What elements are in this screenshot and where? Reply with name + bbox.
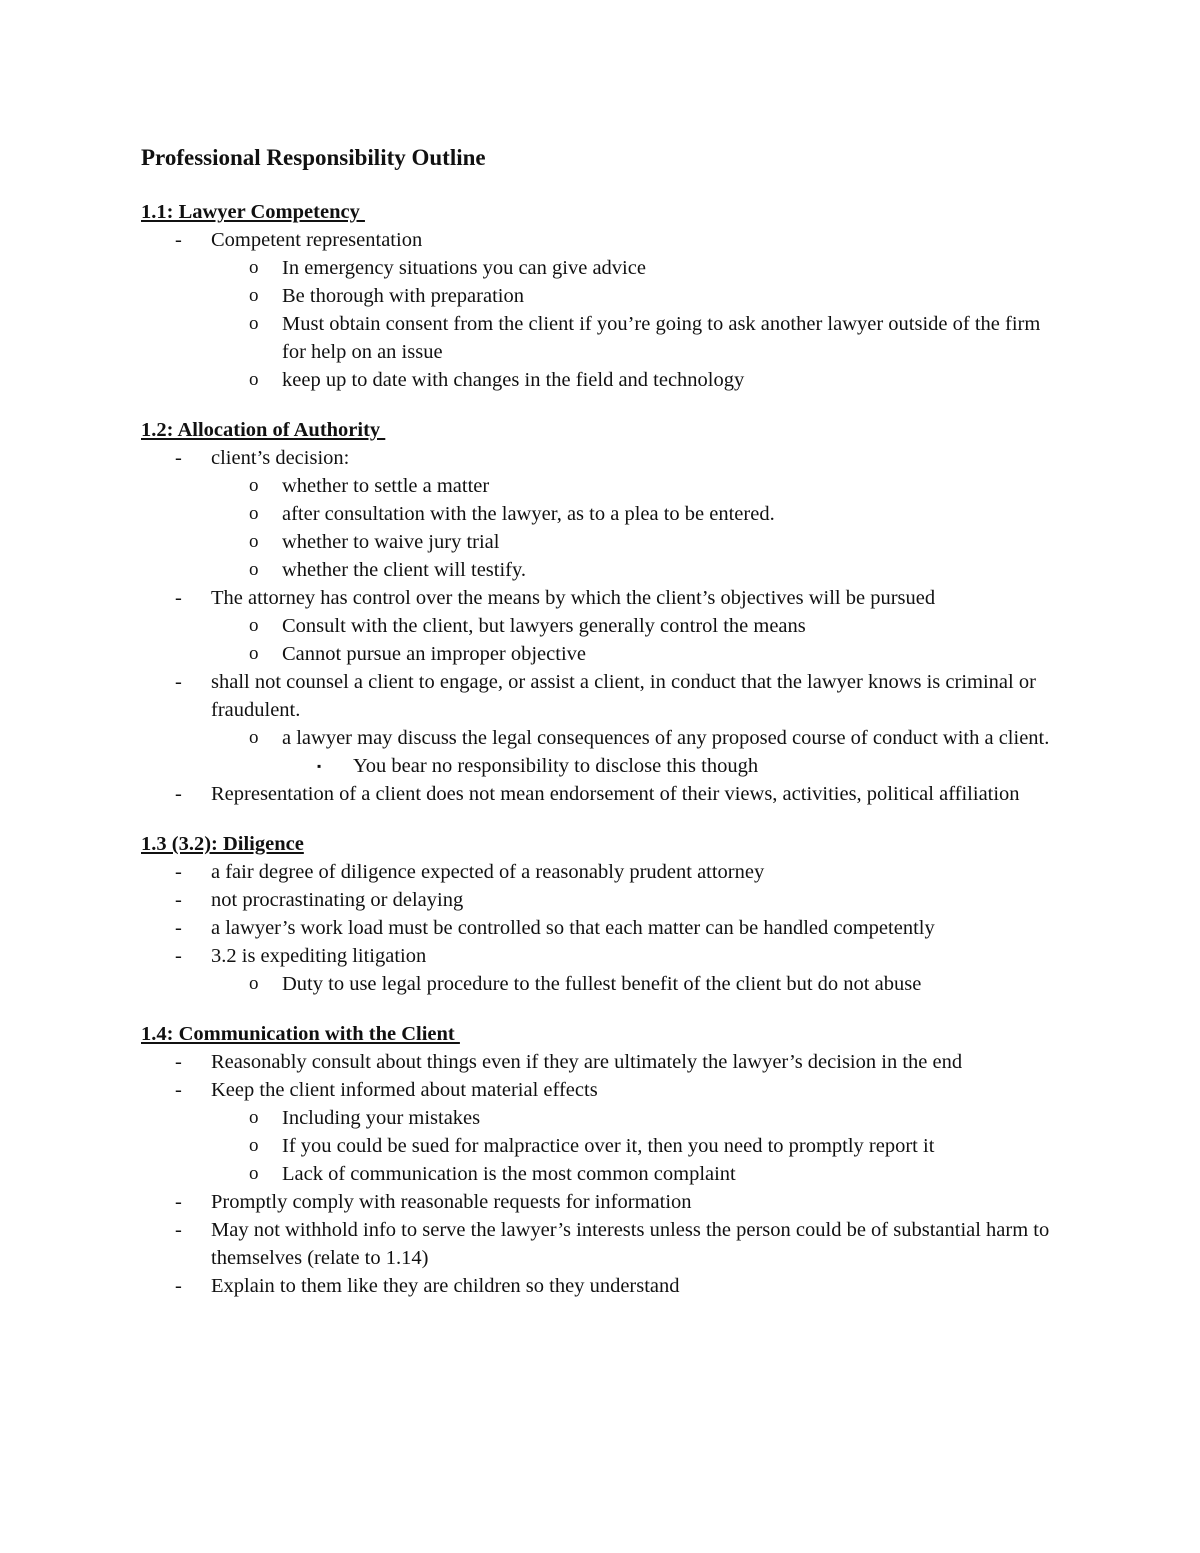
bullet-marker-icon: o [249,531,259,552]
list-item [141,1272,1061,1300]
bullet-marker-icon: - [175,783,182,805]
list-item [141,1048,1061,1076]
list-item [141,858,1061,886]
bullet-marker-icon: - [175,229,182,251]
list-item-text: Competent representation [211,229,423,251]
list-item [141,640,1061,668]
bullet-marker-icon: o [249,1163,259,1184]
list-item-text: Reasonably consult about things even if they are ultimately the lawyer’s decision in the end [211,1051,963,1073]
bullet-marker-icon: o [249,313,259,334]
list-item [141,1132,1061,1160]
list-item [141,310,1061,366]
list-item-text: a lawyer may discuss the legal consequences of any proposed course of conduct with a client. [282,727,1050,749]
list-item-text: Duty to use legal procedure to the fullest benefit of the client but do not abuse [282,973,922,995]
document-title: Professional Responsibility Outline [141,145,486,170]
list-item [141,1104,1061,1132]
bullet-marker-icon: - [175,889,182,911]
bullet-marker-icon: o [249,559,259,580]
bullet-marker-icon: - [175,945,182,967]
list-item-text: a lawyer’s work load must be controlled so that each matter can be handled competently [211,917,935,939]
bullet-marker-icon: - [175,1191,182,1213]
list-item [141,254,1061,282]
list-item-text: Be thorough with preparation [282,285,524,307]
document-page [141,140,1061,1300]
list-item [141,500,1061,528]
list-item-text: after consultation with the lawyer, as to a plea to be entered. [282,503,775,525]
list-item-text: Including your mistakes [282,1107,481,1129]
list-item-text: not procrastinating or delaying [211,889,464,911]
list-item [141,886,1061,914]
section-heading: 1.2: Allocation of Authority [141,419,386,441]
bullet-marker-icon: o [249,615,259,636]
list-item [141,1216,1061,1272]
list-item-text: Explain to them like they are children so they understand [211,1275,680,1297]
bullet-marker-icon: ▪ [317,759,322,773]
bullet-marker-icon: - [175,1079,182,1101]
list-item [141,226,1061,254]
outline-section [141,416,1061,808]
bullet-marker-icon: o [249,1107,259,1128]
list-item-text: whether to settle a matter [282,475,490,497]
list-item [141,752,1061,780]
list-item-text: Promptly comply with reasonable requests for information [211,1191,692,1213]
list-item-text: You bear no responsibility to disclose this though [353,755,759,777]
document-sections [141,198,1061,1300]
list-item [141,942,1061,970]
list-item [141,780,1061,808]
list-item [141,970,1061,998]
bullet-marker-icon: - [175,1219,182,1241]
list-item [141,612,1061,640]
list-item [141,1160,1061,1188]
list-item [141,584,1061,612]
bullet-marker-icon: - [175,671,182,693]
bullet-marker-icon: o [249,475,259,496]
section-heading: 1.3 (3.2): Diligence [141,833,304,855]
list-item-text: Keep the client informed about material effects [211,1079,598,1101]
bullet-marker-icon: o [249,369,259,390]
bullet-marker-icon: o [249,727,259,748]
outline-section [141,1020,1061,1300]
list-item-text: May not withhold info to serve the lawyer’s interests unless the person could be of substantial harm to themselves (relate to 1.14) [211,1219,1050,1269]
bullet-marker-icon: o [249,1135,259,1156]
list-item-text: Consult with the client, but lawyers generally control the means [282,615,806,637]
bullet-marker-icon: - [175,917,182,939]
list-item-text: In emergency situations you can give advice [282,257,646,279]
bullet-marker-icon: - [175,1051,182,1073]
list-item-text: Cannot pursue an improper objective [282,643,586,665]
bullet-marker-icon: o [249,973,259,994]
list-item-text: 3.2 is expediting litigation [211,945,427,967]
list-item [141,914,1061,942]
list-item [141,282,1061,310]
list-item-text: a fair degree of diligence expected of a reasonably prudent attorney [211,861,765,883]
list-item-text: The attorney has control over the means by which the client’s objectives will be pursued [211,587,936,609]
list-item [141,472,1061,500]
outline-section [141,830,1061,998]
list-item-text: client’s decision: [211,447,350,469]
list-item-text: keep up to date with changes in the field and technology [282,369,745,391]
bullet-marker-icon: o [249,643,259,664]
list-item [141,1076,1061,1104]
list-item-text: If you could be sued for malpractice over it, then you need to promptly report it [282,1135,935,1157]
list-item [141,366,1061,394]
bullet-marker-icon: o [249,285,259,306]
list-item-text: Lack of communication is the most common complaint [282,1163,736,1185]
list-item [141,556,1061,584]
bullet-marker-icon: - [175,587,182,609]
list-item-text: Must obtain consent from the client if you’re going to ask another lawyer outside of the firm for help on an issue [282,313,1041,363]
list-item [141,528,1061,556]
list-item-text: shall not counsel a client to engage, or assist a client, in conduct that the lawyer knows is criminal or fraudulent. [211,671,1036,721]
list-item-text: whether the client will testify. [282,559,527,581]
list-item [141,668,1061,724]
list-item [141,724,1061,752]
list-item [141,444,1061,472]
bullet-marker-icon: - [175,447,182,469]
bullet-marker-icon: o [249,257,259,278]
bullet-marker-icon: - [175,1275,182,1297]
list-item-text: whether to waive jury trial [282,531,500,553]
list-item [141,1188,1061,1216]
list-item-text: Representation of a client does not mean endorsement of their views, activities, political affiliation [211,783,1020,805]
outline-section [141,198,1061,394]
bullet-marker-icon: - [175,861,182,883]
bullet-marker-icon: o [249,503,259,524]
section-heading: 1.4: Communication with the Client [141,1023,460,1045]
section-heading: 1.1: Lawyer Competency [141,201,365,223]
